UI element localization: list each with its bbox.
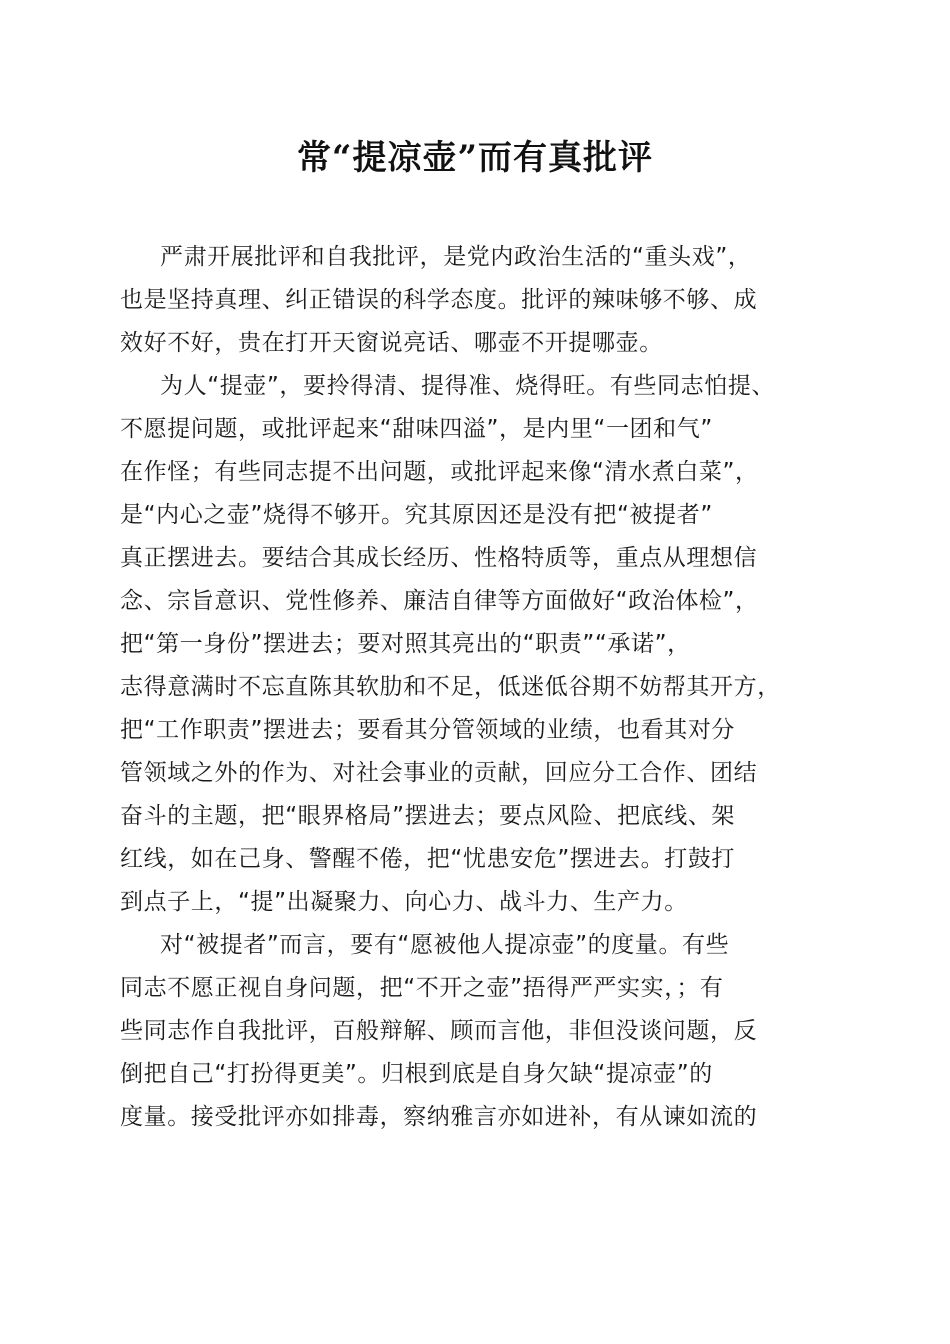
paragraph-1-line: 也是坚持真理、纠正错误的科学态度。批评的辣味够不够、成: [120, 287, 758, 313]
paragraph-3-line: 度量。接受批评亦如排毒，察纳雅言亦如进补，有从谏如流的: [120, 1104, 758, 1130]
paragraph-2-line: 真正摆进去。要结合其成长经历、性格特质等，重点从理想信: [120, 545, 758, 571]
document-title: 常“提凉壶”而有真批评: [296, 138, 654, 178]
paragraph-1-line: 严肃开展批评和自我批评，是党内政治生活的“重头戏”，: [160, 244, 752, 270]
paragraph-2-line: 红线，如在己身、警醒不倦，把“忧患安危”摆进去。打鼓打: [120, 846, 736, 872]
paragraph-2-line: 为人“提壶”，要拎得清、提得准、烧得旺。有些同志怕提、: [160, 373, 776, 399]
paragraph-2-line: 管领域之外的作为、对社会事业的贡献，回应分工合作、团结: [120, 760, 758, 786]
paragraph-2-line: 念、宗旨意识、党性修养、廉洁自律等方面做好“政治体检”，: [120, 588, 759, 614]
paragraph-2-line: 是“内心之壶”烧得不够开。究其原因还是没有把“被提者”: [120, 502, 713, 528]
paragraph-2-line: 奋斗的主题，把“眼界格局”摆进去；要点风险、把底线、架: [120, 803, 736, 829]
paragraph-2-line: 在作怪；有些同志提不出问题，或批评起来像“清水煮白菜”，: [120, 459, 759, 485]
document-body: [120, 236, 840, 1139]
paragraph-2-line: 志得意满时不忘直陈其软肋和不足，低迷低谷期不妨帮其开方，: [120, 674, 781, 700]
paragraph-2-line: 把“第一身份”摆进去；要对照其亮出的“职责”“承诺”，: [120, 631, 691, 657]
paragraph-3-line: 同志不愿正视自身问题，把“不开之壶”捂得严严实实，；有: [120, 975, 724, 1001]
paragraph-3-line: 些同志作自我批评，百般辩解、顾而言他，非但没谈问题，反: [120, 1018, 758, 1044]
paragraph-3-line: 倒把自己“打扮得更美”。归根到底是自身欠缺“提凉壶”的: [120, 1061, 713, 1087]
paragraph-2-line: 不愿提问题，或批评起来“甜味四溢”，是内里“一团和气”: [120, 416, 713, 442]
paragraph-1-line: 效好不好，贵在打开天窗说亮话、哪壶不开提哪壶。: [120, 330, 663, 356]
paragraph-3-line: 对“被提者”而言，要有“愿被他人提凉壶”的度量。有些: [160, 932, 730, 958]
paragraph-2-line: 到点子上，“提”出凝聚力、向心力、战斗力、生产力。: [120, 889, 688, 915]
paragraph-2-line: 把“工作职责”摆进去；要看其分管领域的业绩，也看其对分: [120, 717, 736, 743]
